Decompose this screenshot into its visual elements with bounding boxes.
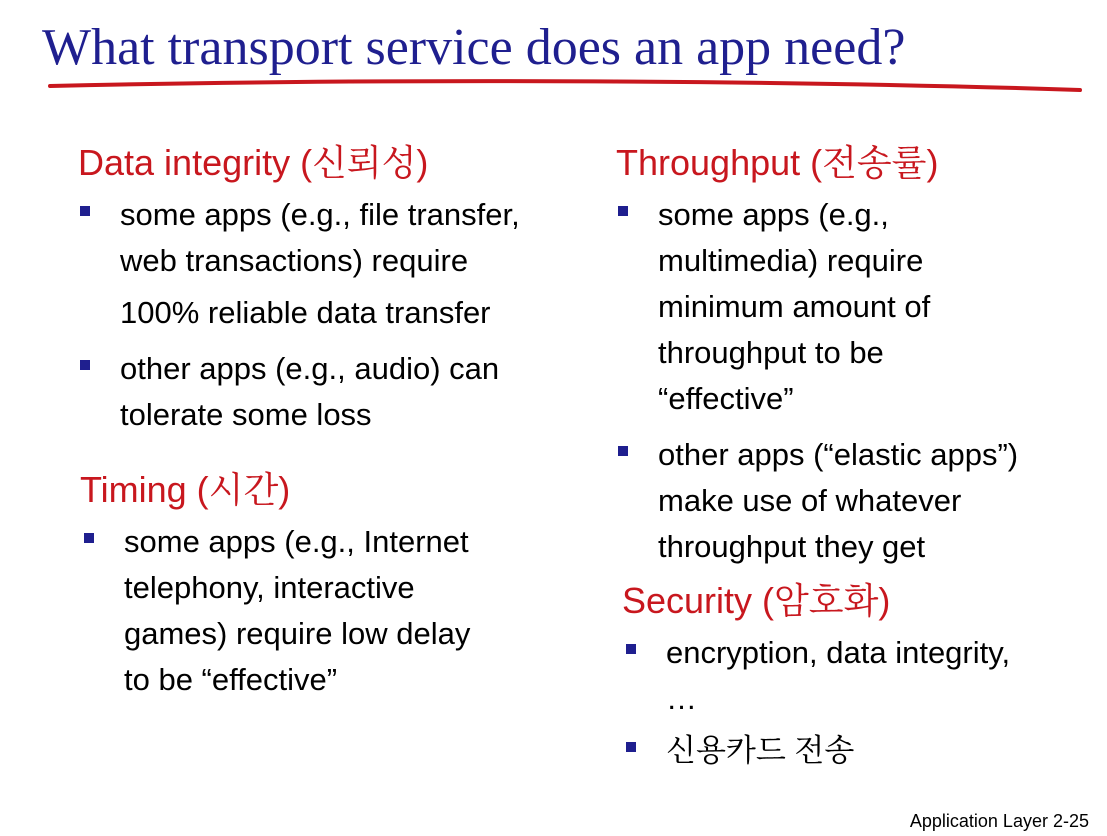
bullet-line: some apps (e.g., [658,197,889,232]
bullet-line: games) require low delay [124,616,471,651]
bullet-line: telephony, interactive [124,570,415,605]
bullet-line: some apps (e.g., Internet [124,524,469,559]
slide-title: What transport service does an app need? [42,19,906,76]
bullet-line: web transactions) require [120,243,469,278]
bullet-line: “effective” [658,381,794,416]
bullet-line: … [666,681,697,716]
bullet-item [82,519,470,703]
bullet-line: multimedia) require [658,243,924,278]
square-bullet-icon [84,533,94,543]
list-data-integrity [78,192,520,438]
bullet-line: 신용카드 전송 [666,733,855,768]
square-bullet-icon [626,742,636,752]
list-security [624,630,1010,774]
bullet-line: other apps (e.g., audio) can [120,351,500,386]
bullet-item [78,192,520,336]
title-underline [48,76,1083,98]
bullet-line: throughput they get [658,529,926,564]
square-bullet-icon [80,206,90,216]
bullet-item [78,346,520,438]
list-timing [82,519,470,703]
heading-data-integrity: Data integrity (신뢰성) [78,142,429,183]
square-bullet-icon [618,206,628,216]
bullet-item [616,432,1018,570]
bullet-line: other apps (“elastic apps”) [658,437,1019,472]
bullet-line: to be “effective” [124,662,338,697]
bullet-line: 100% reliable data transfer [120,295,491,330]
bullet-line: some apps (e.g., file transfer, [120,197,520,232]
bullet-item [624,728,1010,774]
list-throughput [616,192,1018,570]
heading-security: Security (암호화) [622,580,891,621]
bullet-item [624,630,1010,722]
slide-footer: Application Layer 2-25 [909,811,1089,831]
bullet-line: encryption, data integrity, [666,635,1011,670]
square-bullet-icon [80,360,90,370]
heading-timing: Timing (시간) [80,469,291,510]
heading-throughput: Throughput (전송률) [616,142,939,183]
bullet-line: tolerate some loss [120,397,372,432]
square-bullet-icon [626,644,636,654]
bullet-line: make use of whatever [658,483,962,518]
bullet-line: minimum amount of [658,289,931,324]
bullet-line: throughput to be [658,335,884,370]
square-bullet-icon [618,446,628,456]
bullet-item [616,192,1018,422]
